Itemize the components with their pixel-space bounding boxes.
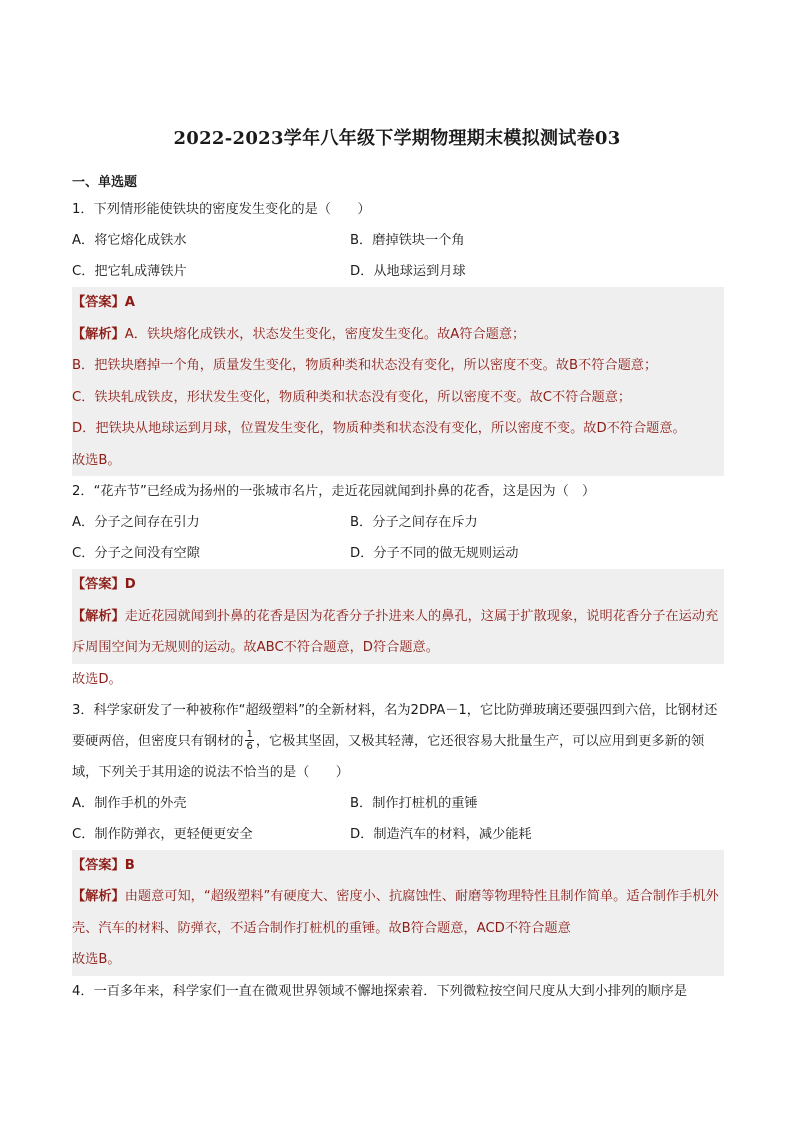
analysis-tag: 【解析】 (72, 608, 125, 624)
page-title: 2022-2023学年八年级下学期物理期末模拟测试卷03 (173, 128, 621, 149)
option-b: B．制作打桩机的重锤 (350, 795, 478, 811)
question-2-options-row-2 (72, 538, 724, 569)
analysis-line (72, 601, 724, 664)
answer-value: A (124, 295, 135, 310)
answer-line (72, 287, 724, 319)
analysis-line: C．铁块轧成铁皮，形状发生变化，物质种类和状态没有变化，所以密度不变。故C不符合题意； (72, 389, 632, 405)
option-c: C．分子之间没有空隙 (72, 546, 200, 561)
question-2-stem: 2．“花卉节”已经成为扬州的一张城市名片，走近花园就闻到扑鼻的花香，这是因为（ ） (72, 484, 596, 499)
question-3-answer-box (72, 850, 724, 976)
question-1-stem: 1．下列情形能使铁块的密度发生变化的是（ ） (72, 202, 371, 217)
question-3-stem-part2: ，它极其坚固，又极其轻薄，它还很容易大批量生产，可以应用到更多新的领域，下列关于其用途的说法不恰当的是（ ） (72, 733, 705, 780)
question-2-options-row-1 (72, 507, 724, 538)
question-3-options-row-2 (72, 819, 724, 850)
option-a: A．制作手机的外壳 (72, 795, 187, 811)
answer-line (72, 850, 724, 882)
analysis-conclusion: 故选B。 (72, 952, 121, 967)
option-d: D．分子不同的做无规则运动 (350, 546, 519, 561)
option-d: D．从地球运到月球 (350, 264, 466, 279)
fraction-one-sixth (245, 729, 253, 752)
fraction-denominator: 6 (246, 741, 253, 752)
analysis-tag: 【解析】 (72, 326, 125, 342)
answer-tag: 【答案】 (72, 857, 125, 873)
option-d: D．制造汽车的材料，减少能耗 (350, 826, 532, 842)
analysis-tag: 【解析】 (72, 889, 125, 904)
question-1-options-row-1 (72, 225, 724, 256)
answer-tag: 【答案】 (72, 295, 125, 310)
option-a: A．将它熔化成铁水 (72, 233, 187, 248)
question-3-options-row-1 (72, 788, 724, 819)
option-c: C．制作防弹衣，更轻便更安全 (72, 826, 253, 842)
answer-tag: 【答案】 (72, 577, 125, 592)
analysis-text: 走近花园就闻到扑鼻的花香是因为花香分子扑进来人的鼻孔，这属于扩散现象，说明花香分子在运动充斥周围空间为无规则的运动。故ABC不符合题意，D符合题意。 (72, 608, 719, 655)
answer-value: D (124, 577, 136, 592)
analysis-conclusion: 故选B。 (72, 452, 121, 468)
question-4-stem: 4．一百多年来，科学家们一直在微观世界领域不懈地探索着．下列微粒按空间尺度从大到小排列的顺序是 (72, 983, 688, 999)
analysis-line (72, 881, 724, 944)
analysis-text: A．铁块熔化成铁水，状态发生变化，密度发生变化。故A符合题意； (124, 326, 526, 342)
question-2-conclusion: 故选D。 (72, 671, 122, 687)
answer-line (72, 569, 724, 601)
content (72, 172, 724, 1007)
analysis-line: B．把铁块磨掉一个角，质量发生变化，物质种类和状态没有变化，所以密度不变。故B不符合题意； (72, 358, 658, 373)
option-b: B．磨掉铁块一个角 (350, 233, 465, 248)
analysis-line: D．把铁块从地球运到月球，位置发生变化，物质种类和状态没有变化，所以密度不变。故D不符合题意。 (72, 421, 686, 436)
question-2-answer-box (72, 569, 724, 664)
option-a: A．分子之间存在引力 (72, 515, 200, 530)
option-c: C．把它轧成薄铁片 (72, 264, 187, 279)
answer-value: B (124, 857, 135, 873)
question-3-stem-part1: 3．科学家研发了一种被称作“超级塑料”的全新材料，名为2DPA－1，它比防弹玻璃还要强四到六倍，比钢材还要硬两倍，但密度只有钢材的 (72, 702, 718, 749)
question-3-stem (72, 695, 724, 788)
question-1-answer-box (72, 287, 724, 476)
analysis-line (72, 319, 724, 351)
option-b: B．分子之间存在斥力 (350, 515, 478, 530)
analysis-text: 由题意可知，“超级塑料”有硬度大、密度小、抗腐蚀性、耐磨等物理特性且制作简单。适合制作手机外壳、汽车的材料、防弹衣，不适合制作打桩机的重锤。故B符合题意，ACD不符合题意 (72, 889, 719, 936)
section-heading: 一、单选题 (72, 175, 138, 190)
fraction-numerator: 1 (246, 729, 253, 740)
question-1-options-row-2 (72, 256, 724, 287)
